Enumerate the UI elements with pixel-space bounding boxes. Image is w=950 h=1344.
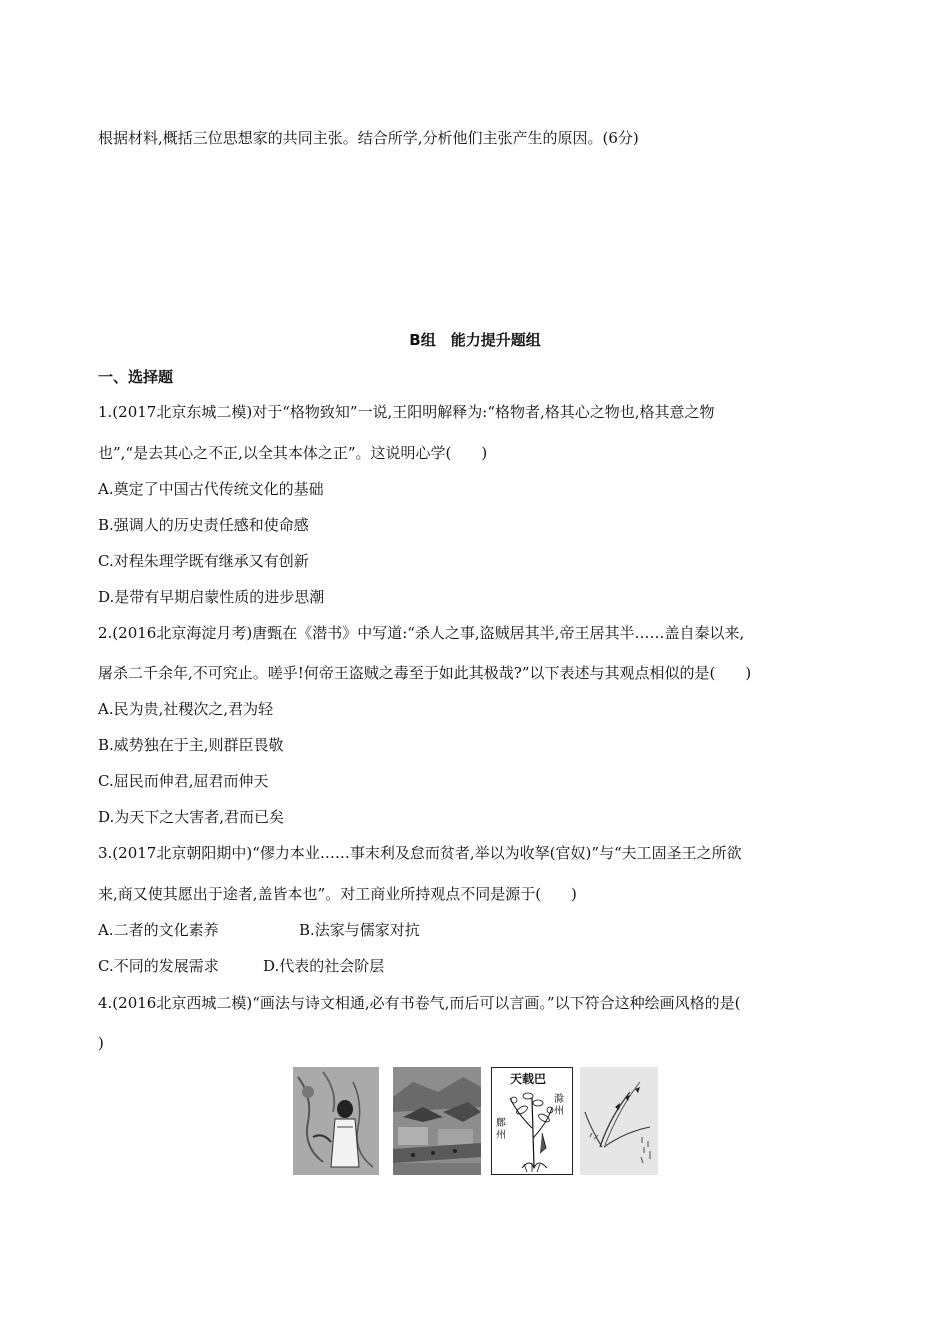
question-4-stem-line-1: 4.(2016北京西城二模)“画法与诗文相通,必有书卷气,而后可以言画。”以下符合这种绘画风格的是( (98, 994, 741, 1012)
question-2-option-b: B.威势独在于主,则群臣畏敬 (98, 736, 284, 754)
herbal-illustration-image (491, 1067, 573, 1175)
question-1-stem-line-2: 也”,“是去其心之不正,以全其本体之正”。这说明心学( ) (98, 444, 488, 462)
question-2-option-c: C.屈民而伸君,屈君而伸天 (98, 772, 269, 790)
herb-title: 天载巴 (510, 1072, 547, 1086)
question-1-stem-line-1: 1.(2017北京东城二模)对于“格物致知”一说,王阳明解释为:“格物者,格其心之物也,格其意之物 (98, 403, 715, 421)
scroll-painting-image (393, 1067, 481, 1175)
question-4-stem-line-2: ) (98, 1034, 104, 1052)
question-1-option-d: D.是带有早期启蒙性质的进步思潮 (98, 588, 325, 606)
question-2-option-a: A.民为贵,社稷次之,君为轻 (98, 700, 274, 718)
question-1-option-c: C.对程朱理学既有继承又有创新 (98, 552, 309, 570)
question-3-option-a: A.二者的文化素养 (98, 921, 219, 939)
question-3-option-c: C.不同的发展需求 (98, 957, 219, 975)
question-3-stem-line-2: 来,商又使其愿出于途者,盖皆本也”。对工商业所持观点不同是源于( ) (98, 885, 577, 903)
prev-question-text: 根据材料,概括三位思想家的共同主张。结合所学,分析他们主张产生的原因。(6分) (98, 129, 639, 147)
section-subtitle: 一、选择题 (98, 368, 174, 386)
herb-label-right: 滁州 (554, 1094, 564, 1117)
question-1-option-b: B.强调人的历史责任感和使命感 (98, 516, 309, 534)
painting-options (293, 1067, 658, 1175)
figure-painting-image (293, 1067, 379, 1175)
question-2-stem-line-2: 屠杀二千余年,不可究止。嗟乎!何帝王盗贼之毒至于如此其极哉?”以下表述与其观点相似的是( ) (98, 664, 752, 682)
question-2-stem-line-1: 2.(2016北京海淀月考)唐甄在《潜书》中写道:“杀人之事,盗贼居其半,帝王居其半……盖自秦以来, (98, 624, 745, 642)
question-3-option-d: D.代表的社会阶层 (263, 957, 385, 975)
orchid-ink-painting-image (580, 1067, 658, 1175)
question-2-option-d: D.为天下之大害者,君而已矣 (98, 808, 285, 826)
section-title: B组 能力提升题组 (409, 331, 541, 349)
herb-label-left: 鄜州 (496, 1118, 506, 1141)
question-1-option-a: A.奠定了中国古代传统文化的基础 (98, 480, 324, 498)
question-3-option-b: B.法家与儒家对抗 (299, 921, 420, 939)
question-3-stem-line-1: 3.(2017北京朝阳期中)“僇力本业……事末利及怠而贫者,举以为收孥(官奴)”与“夫工固圣王之所欲 (98, 844, 742, 862)
